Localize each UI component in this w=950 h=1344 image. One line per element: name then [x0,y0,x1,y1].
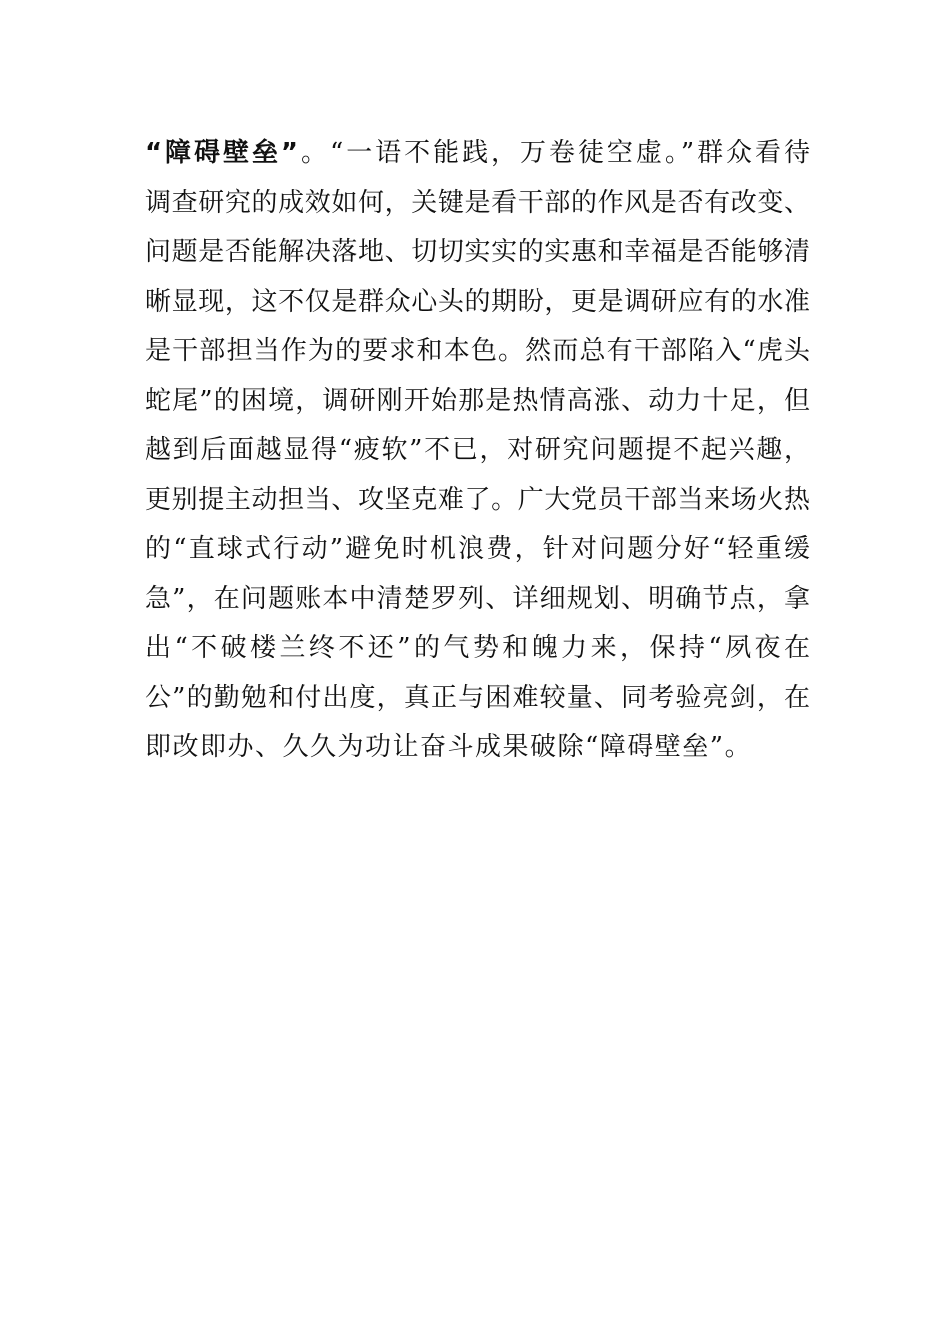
paragraph-line-1 [145,129,810,179]
paragraph-line-7: 越到后面越显得“疲软”不已，对研究问题提不起兴趣， [145,435,810,465]
paragraph-line-2: 调查研究的成效如何，关键是看干部的作风是否有改变、 [145,187,810,218]
line-text: 。“一语不能践，万卷徒空虚。”群众看待 [298,138,810,168]
paragraph-line-8: 更别提主动担当、攻坚克难了。广大党员干部当来场火热 [145,484,810,515]
paragraph-line-10: 急”，在问题账本中清楚罗列、详细规划、明确节点，拿 [145,583,810,614]
bold-lead-phrase: “障碍壁垒” [145,138,299,168]
paragraph-line-12: 公”的勤勉和付出度，真正与困难较量、同考验亮剑，在 [145,682,810,713]
paragraph-line-6: 蛇尾”的困境，调研刚开始那是热情高涨、动力十足，但 [145,385,810,416]
paragraph-line-13: 即改即办、久久为功让奋斗成果破除“障碍壁垒”。 [145,732,753,762]
body-paragraph [145,129,810,773]
paragraph-line-3: 问题是否能解决落地、切切实实的实惠和幸福是否能够清 [145,237,810,267]
paragraph-line-5: 是干部担当作为的要求和本色。然而总有干部陷入“虎头 [145,336,810,366]
paragraph-line-9: 的“直球式行动”避免时机浪费，针对问题分好“轻重缓 [145,534,810,564]
paragraph-line-4: 晰显现，这不仅是群众心头的期盼，更是调研应有的水准 [145,286,810,317]
paragraph-line-11: 出“不破楼兰终不还”的气势和魄力来，保持“夙夜在 [145,633,810,663]
